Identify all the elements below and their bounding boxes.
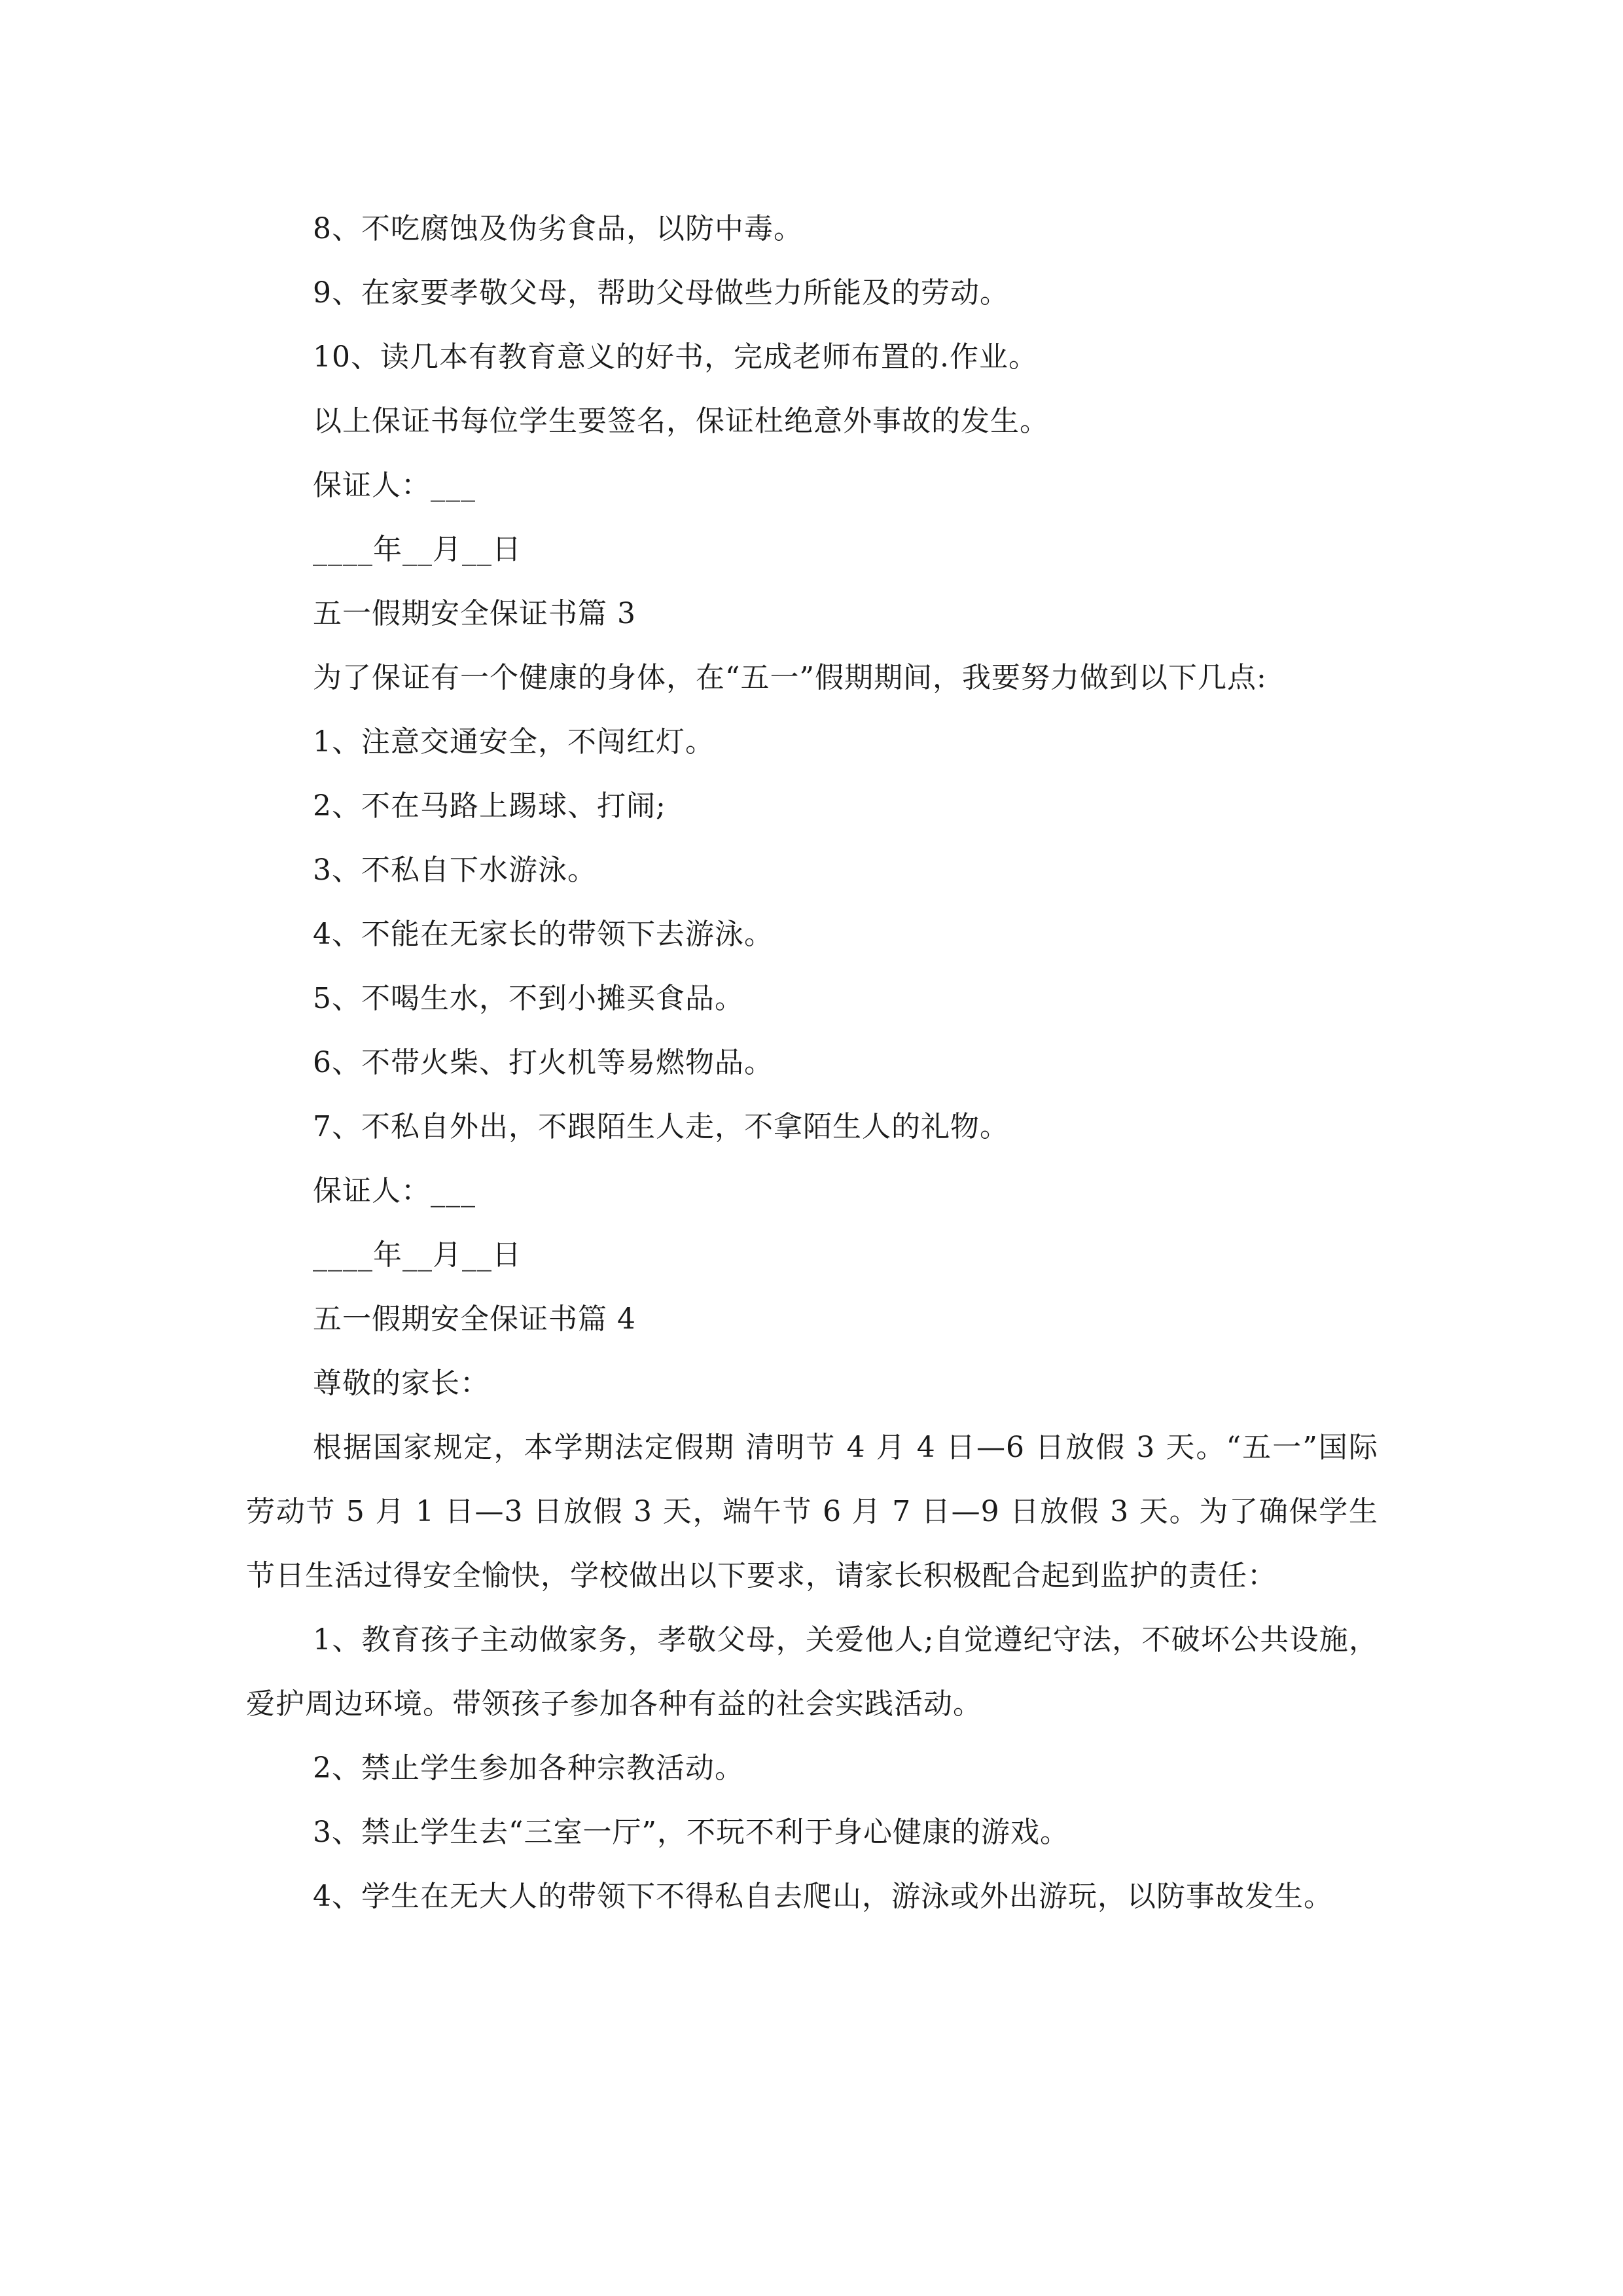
paragraph: 根据国家规定，本学期法定假期 清明节 4 月 4 日—6 日放假 3 天。“五一”国际劳动节 5 月 1 日—3 日放假 3 天，端午节 6 月 7 日—9 日放假 3 天。为了确保学生节日生活过得安全愉快，学校做出以下要求，请家长积极配合起到监护的责任： [246, 1431, 1378, 1592]
paragraph-group [246, 1416, 1378, 1929]
text-line: 10、读几本有教育意义的好书，完成老师布置的.作业。 [313, 340, 1038, 374]
text-line: 为了保证有一个健康的身体，在“五一”假期期间，我要努力做到以下几点: [313, 661, 1267, 694]
list-item: 6、不带火柴、打火机等易燃物品。 [313, 1046, 774, 1079]
text-line: 8、不吃腐蚀及伪劣食品，以防中毒。 [313, 212, 803, 245]
date-line: ____年__月__日 [313, 1238, 522, 1272]
list-item: 5、不喝生水，不到小摊买食品。 [313, 982, 744, 1015]
list-item: 7、不私自外出，不跟陌生人走，不拿陌生人的礼物。 [313, 1110, 1009, 1143]
paragraph: 4、学生在无大人的带领下不得私自去爬山，游泳或外出游玩，以防事故发生。 [313, 1880, 1333, 1913]
signature-line: 保证人：___ [313, 469, 476, 502]
salutation: 尊敬的家长： [313, 1367, 490, 1400]
date-line: ____年__月__日 [313, 533, 522, 566]
text-line: 以上保证书每位学生要签名，保证杜绝意外事故的发生。 [313, 404, 1049, 438]
section-heading: 五一假期安全保证书篇 4 [313, 1302, 636, 1336]
signature-line: 保证人：___ [313, 1174, 476, 1208]
section-heading: 五一假期安全保证书篇 3 [313, 597, 636, 630]
paragraph: 2、禁止学生参加各种宗教活动。 [313, 1751, 744, 1785]
paragraph: 1、教育孩子主动做家务，孝敬父母，关爱他人;自觉遵纪守法，不破坏公共设施，爱护周边环境。带领孩子参加各种有益的社会实践活动。 [246, 1623, 1378, 1721]
list-item: 3、不私自下水游泳。 [313, 853, 597, 887]
list-item: 1、注意交通安全，不闯红灯。 [313, 725, 715, 759]
list-item: 2、不在马路上踢球、打闹; [313, 789, 666, 823]
text-line: 9、在家要孝敬父母，帮助父母做些力所能及的劳动。 [313, 276, 1009, 310]
list-item: 4、不能在无家长的带领下去游泳。 [313, 918, 774, 951]
document-body [246, 208, 1378, 1918]
paragraph: 3、禁止学生去“三室一厅”，不玩不利于身心健康的游戏。 [313, 1816, 1069, 1849]
